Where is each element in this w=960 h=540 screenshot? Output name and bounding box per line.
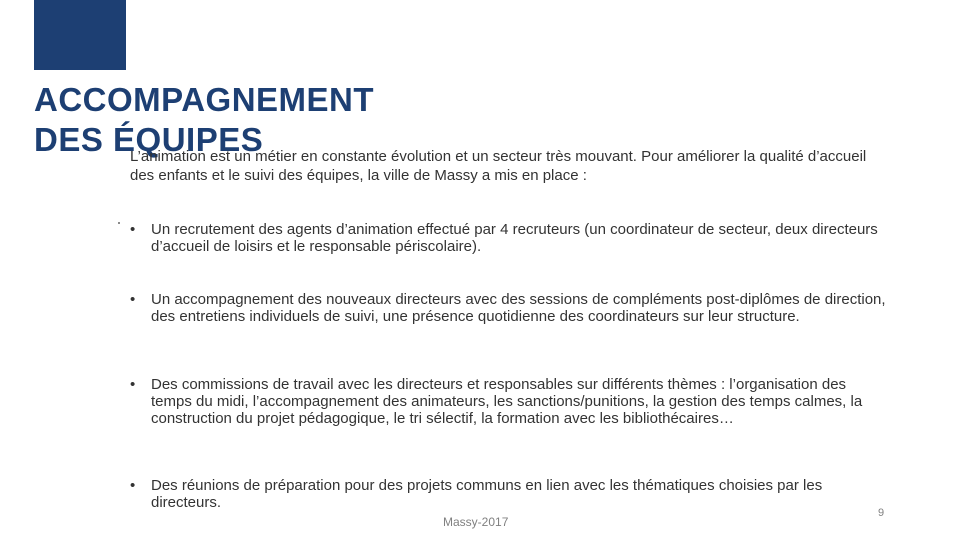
bullet-item-meetings: • Des réunions de préparation pour des projets communs en lien avec les thématiques choisies par les directeurs. — [130, 477, 888, 511]
stray-dot — [118, 222, 120, 224]
bullet-item-recruitment: • Un recrutement des agents d’animation effectué par 4 recruteurs (un coordinateur de secteur, deux directeurs d’accueil de loisirs et le responsable périscolaire). — [130, 221, 888, 255]
page-number: 9 — [878, 507, 885, 519]
slide-title-line-2: DES ÉQUIPES — [34, 121, 264, 158]
bullet-item-support: • Un accompagnement des nouveaux directeurs avec des sessions de compléments post-diplômes de direction, des entretiens individuels de suivi, une présence quotidienne des coordinateurs sur leur structure. — [130, 291, 888, 325]
accent-block — [34, 0, 126, 70]
intro-paragraph: L’animation est un métier en constante évolution et un secteur très mouvant. Pour améliorer la qualité d’accueil des enfants et le suivi des équipes, la ville de Massy a mis en place : — [130, 148, 867, 184]
bullet-item-commissions: • Des commissions de travail avec les directeurs et responsables sur différents thèmes : l’organisation des temps du midi, l’accompagnement des animateurs, les sanctions/punitions, la gestion des temps calmes, la construction du projet pédagogique, le tri sélectif, la formation avec les bibliothécaires… — [130, 376, 888, 427]
footer-text: Massy-2017 — [443, 515, 509, 529]
slide-title-line-1: ACCOMPAGNEMENT — [34, 81, 375, 118]
